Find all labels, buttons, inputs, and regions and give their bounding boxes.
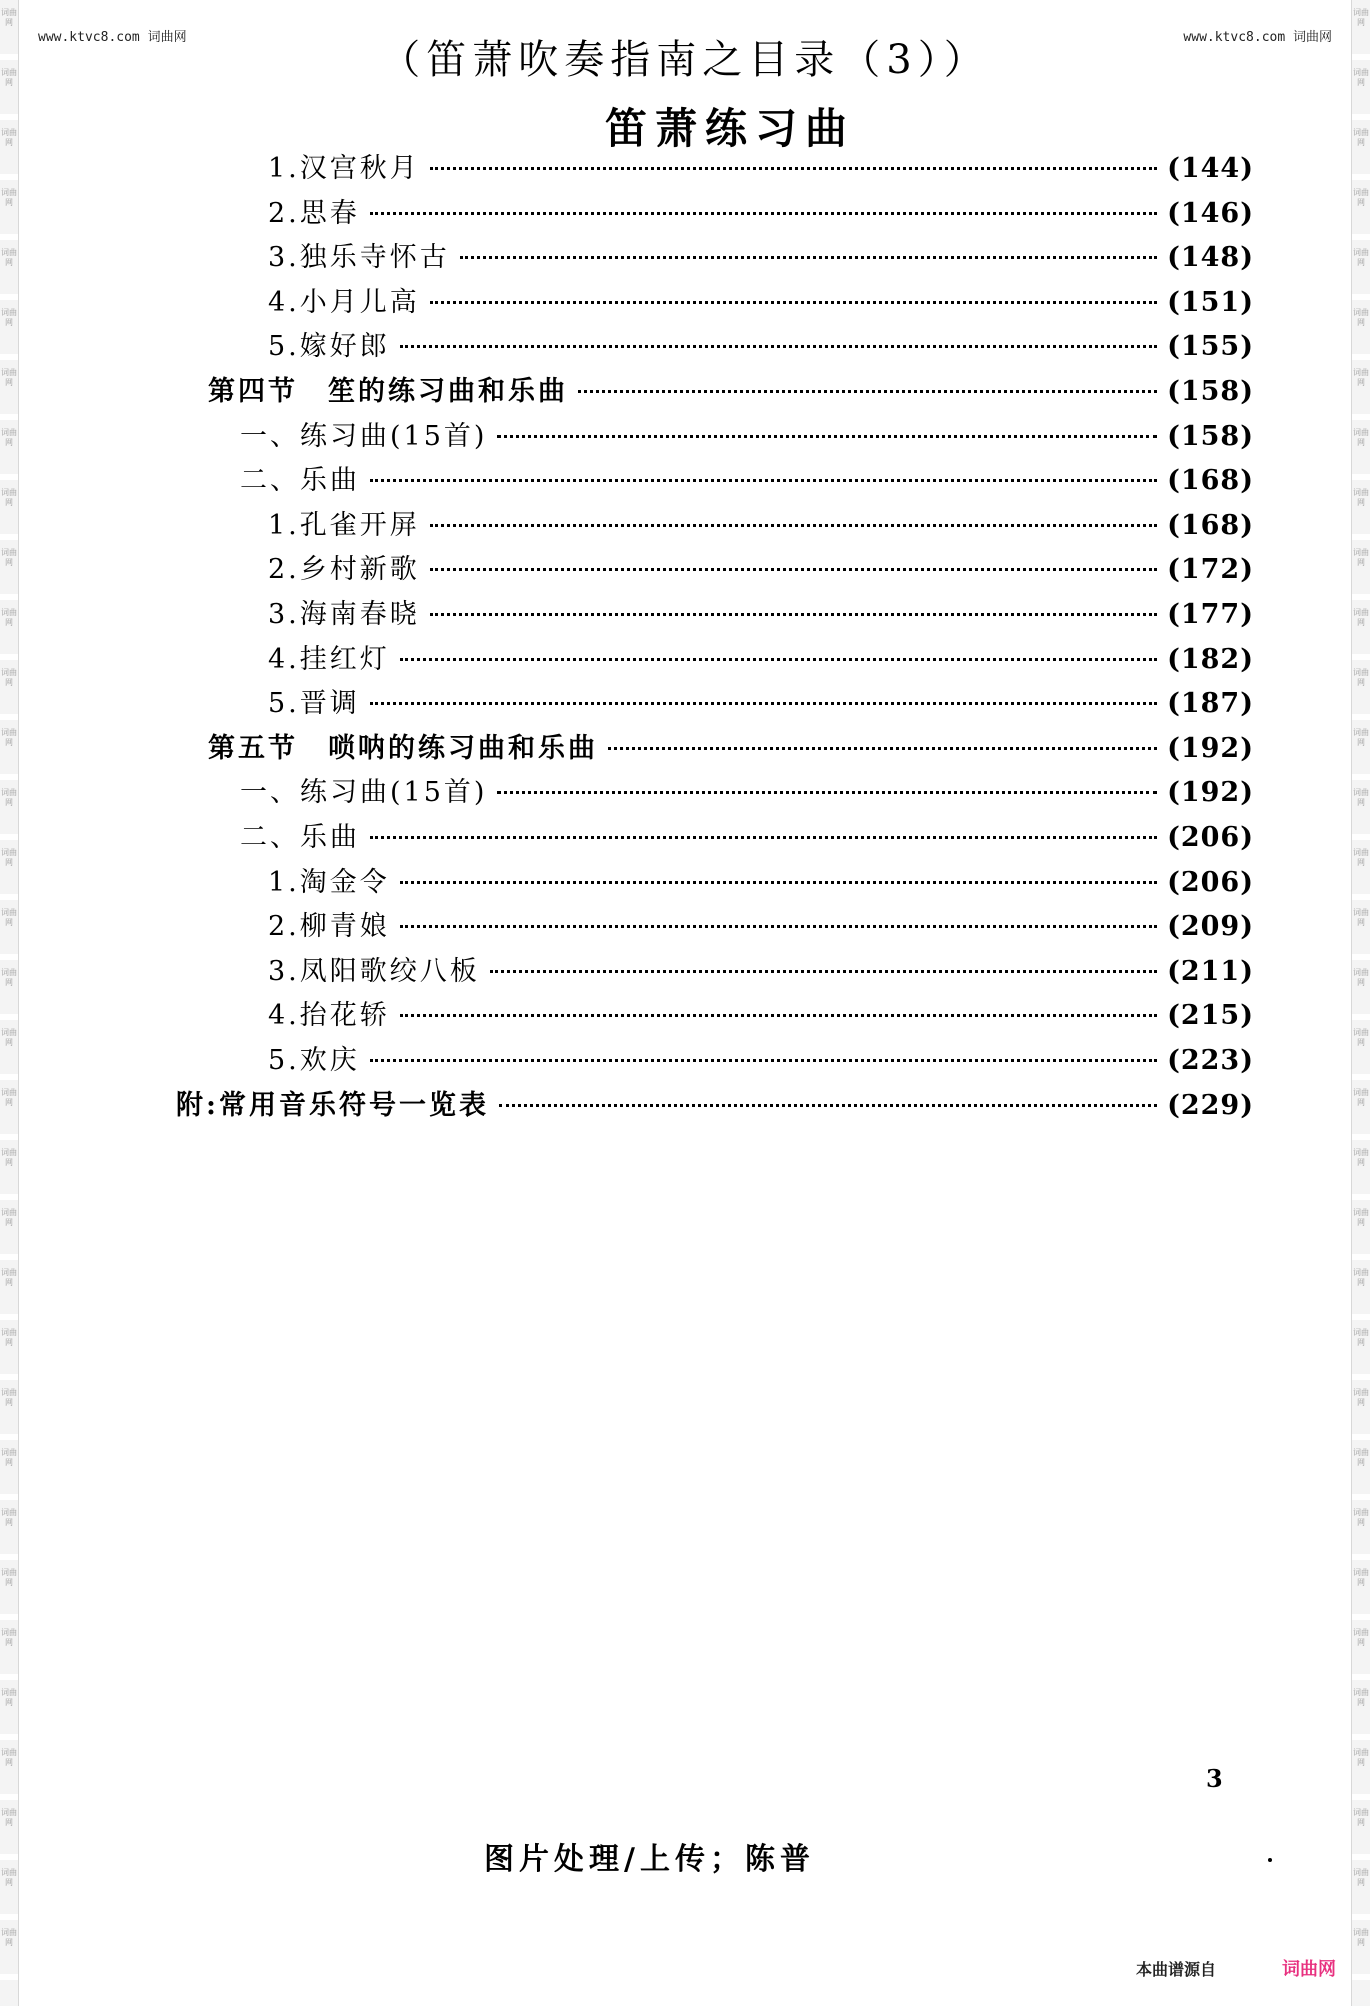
toc-entry-page: (146) bbox=[1167, 197, 1254, 229]
toc-entry-title: 4.抬花轿 bbox=[268, 1000, 390, 1032]
side-watermark-text: 词曲网 bbox=[1, 8, 17, 27]
toc-entry-title: 5.欢庆 bbox=[268, 1045, 360, 1076]
header-watermark-left: www.ktvc8.com 词曲网 bbox=[38, 30, 187, 45]
toc-entry-page: (223) bbox=[1167, 1045, 1254, 1076]
side-watermark-text: 词曲网 bbox=[1, 308, 17, 327]
side-watermark-text: 词曲网 bbox=[1, 1388, 17, 1407]
toc-entry-title: 4.挂红灯 bbox=[268, 643, 390, 675]
toc-entry bbox=[268, 503, 1254, 543]
left-watermark-strip bbox=[0, 0, 19, 2006]
side-watermark-text: 词曲网 bbox=[1, 1808, 17, 1827]
side-watermark-text: 词曲网 bbox=[1353, 1508, 1369, 1527]
toc-leader-dots bbox=[497, 791, 1157, 794]
toc-entry-page: (187) bbox=[1167, 688, 1254, 720]
toc-entry bbox=[240, 458, 1254, 498]
footer-source-label: 本曲谱源自 bbox=[1136, 1960, 1217, 1979]
side-watermark-text: 词曲网 bbox=[1, 1268, 17, 1287]
toc-leader-dots bbox=[430, 568, 1157, 571]
toc-entry-title: 3.海南春晓 bbox=[268, 599, 420, 630]
toc-entry-page: (209) bbox=[1167, 911, 1254, 943]
side-watermark-text: 词曲网 bbox=[1353, 1448, 1369, 1467]
toc-entry bbox=[268, 1038, 1254, 1078]
toc-leader-dots bbox=[400, 925, 1157, 928]
toc-entry bbox=[268, 860, 1254, 900]
side-watermark-text: 词曲网 bbox=[1, 548, 17, 567]
side-watermark-text: 词曲网 bbox=[1, 788, 17, 807]
side-watermark-text: 词曲网 bbox=[1, 1508, 17, 1527]
toc-entry bbox=[240, 815, 1254, 855]
side-watermark-text: 词曲网 bbox=[1353, 1268, 1369, 1287]
side-watermark-text: 词曲网 bbox=[1353, 1208, 1369, 1227]
side-watermark-text: 词曲网 bbox=[1, 488, 17, 507]
toc-entry bbox=[268, 324, 1254, 364]
side-watermark-text: 词曲网 bbox=[1353, 848, 1369, 867]
side-watermark-text: 词曲网 bbox=[1, 668, 17, 687]
side-watermark-text: 词曲网 bbox=[1353, 308, 1369, 327]
side-watermark-text: 词曲网 bbox=[1353, 968, 1369, 987]
toc-entry-title: 2.乡村新歌 bbox=[268, 554, 420, 586]
toc-leader-dots bbox=[400, 881, 1157, 884]
toc-leader-dots bbox=[430, 167, 1157, 170]
toc-entry-page: (158) bbox=[1167, 376, 1254, 407]
section-title: 笛萧练习曲 bbox=[604, 104, 855, 153]
side-watermark-text: 词曲网 bbox=[1, 1148, 17, 1167]
toc-entry-title: 1.孔雀开屏 bbox=[268, 509, 420, 541]
toc-entry bbox=[268, 547, 1254, 587]
toc-leader-dots bbox=[400, 345, 1157, 348]
side-watermark-text: 词曲网 bbox=[1, 1928, 17, 1947]
upload-credit: 图片处理/上传；陈普 bbox=[484, 1842, 815, 1877]
side-watermark-text: 词曲网 bbox=[1353, 1928, 1369, 1947]
side-watermark-text: 词曲网 bbox=[1353, 1628, 1369, 1647]
toc-leader-dots bbox=[370, 479, 1157, 482]
header-watermark-right: www.ktvc8.com 词曲网 bbox=[1183, 30, 1332, 45]
toc-leader-dots bbox=[370, 212, 1157, 215]
toc-entry-title: 5.晋调 bbox=[268, 688, 360, 720]
toc-leader-dots bbox=[578, 390, 1157, 393]
toc-entry bbox=[208, 726, 1254, 766]
side-watermark-text: 词曲网 bbox=[1353, 68, 1369, 87]
toc-entry-page: (158) bbox=[1167, 420, 1254, 452]
toc-entry-title: 5.嫁好郎 bbox=[268, 331, 390, 363]
page-title: （笛萧吹奏指南之目录（3）） bbox=[380, 37, 990, 83]
toc-entry-page: (172) bbox=[1167, 554, 1254, 586]
toc-leader-dots bbox=[497, 435, 1157, 438]
toc-entry-page: (177) bbox=[1167, 599, 1254, 630]
side-watermark-text: 词曲网 bbox=[1, 1208, 17, 1227]
side-watermark-text: 词曲网 bbox=[1353, 1568, 1369, 1587]
side-watermark-text: 词曲网 bbox=[1, 1568, 17, 1587]
toc-entry bbox=[268, 235, 1254, 275]
toc-entry-title: 二、乐曲 bbox=[240, 465, 360, 497]
side-watermark-text: 词曲网 bbox=[1353, 8, 1369, 27]
toc-leader-dots bbox=[400, 658, 1157, 661]
toc-entry-page: (144) bbox=[1167, 153, 1254, 184]
toc-leader-dots bbox=[460, 256, 1157, 259]
side-watermark-text: 词曲网 bbox=[1, 128, 17, 147]
toc-entry-page: (215) bbox=[1167, 1000, 1254, 1032]
side-watermark-text: 词曲网 bbox=[1353, 1868, 1369, 1887]
side-watermark-text: 词曲网 bbox=[1353, 1088, 1369, 1107]
side-watermark-text: 词曲网 bbox=[1353, 728, 1369, 747]
side-watermark-text: 词曲网 bbox=[1353, 368, 1369, 387]
side-watermark-text: 词曲网 bbox=[1353, 788, 1369, 807]
toc-leader-dots bbox=[370, 702, 1157, 705]
toc-entry-page: (192) bbox=[1167, 732, 1254, 764]
toc-leader-dots bbox=[499, 1104, 1157, 1107]
side-watermark-text: 词曲网 bbox=[1, 1028, 17, 1047]
toc-entry-title: 2.思春 bbox=[268, 197, 360, 229]
toc-entry-title: 附:常用音乐符号一览表 bbox=[176, 1089, 489, 1121]
toc-entry-title: 第五节 唢呐的练习曲和乐曲 bbox=[208, 732, 598, 764]
toc-leader-dots bbox=[608, 747, 1157, 750]
side-watermark-text: 词曲网 bbox=[1353, 128, 1369, 147]
toc-entry bbox=[176, 1083, 1254, 1123]
toc-entry-page: (206) bbox=[1167, 866, 1254, 898]
side-watermark-text: 词曲网 bbox=[1, 1088, 17, 1107]
toc-entry bbox=[240, 770, 1254, 810]
toc-entry-page: (155) bbox=[1167, 331, 1254, 363]
toc-entry-title: 二、乐曲 bbox=[240, 822, 360, 853]
toc-entry-title: 1.汉宫秋月 bbox=[268, 153, 420, 184]
side-watermark-text: 词曲网 bbox=[1353, 1688, 1369, 1707]
toc-leader-dots bbox=[400, 1014, 1157, 1017]
toc-entry-title: 第四节 笙的练习曲和乐曲 bbox=[208, 376, 568, 407]
side-watermark-text: 词曲网 bbox=[1353, 1328, 1369, 1347]
side-watermark-text: 词曲网 bbox=[1353, 488, 1369, 507]
toc-entry-title: 1.淘金令 bbox=[268, 866, 390, 898]
toc-entry bbox=[268, 904, 1254, 944]
page-number: 3 bbox=[1206, 1764, 1223, 1793]
side-watermark-text: 词曲网 bbox=[1353, 668, 1369, 687]
toc-entry-page: (192) bbox=[1167, 777, 1254, 809]
stray-dot-mark bbox=[1268, 1858, 1272, 1862]
side-watermark-text: 词曲网 bbox=[1353, 248, 1369, 267]
side-watermark-text: 词曲网 bbox=[1, 848, 17, 867]
toc-entry bbox=[268, 191, 1254, 231]
side-watermark-text: 词曲网 bbox=[1353, 1388, 1369, 1407]
toc-leader-dots bbox=[370, 1059, 1157, 1062]
toc-entry-page: (229) bbox=[1167, 1089, 1254, 1121]
side-watermark-text: 词曲网 bbox=[1, 1688, 17, 1707]
side-watermark-text: 词曲网 bbox=[1353, 908, 1369, 927]
toc-entry-page: (182) bbox=[1167, 643, 1254, 675]
side-watermark-text: 词曲网 bbox=[1353, 1028, 1369, 1047]
side-watermark-text: 词曲网 bbox=[1, 608, 17, 627]
toc-entry bbox=[268, 681, 1254, 721]
toc-leader-dots bbox=[430, 301, 1157, 304]
toc-entry bbox=[268, 280, 1254, 320]
side-watermark-text: 词曲网 bbox=[1353, 188, 1369, 207]
side-watermark-text: 词曲网 bbox=[1353, 548, 1369, 567]
toc-entry bbox=[268, 146, 1254, 186]
toc-entry bbox=[268, 637, 1254, 677]
right-watermark-strip bbox=[1351, 0, 1370, 2006]
side-watermark-text: 词曲网 bbox=[1, 368, 17, 387]
side-watermark-text: 词曲网 bbox=[1, 1748, 17, 1767]
toc-entry bbox=[208, 369, 1254, 409]
toc-entry-page: (168) bbox=[1167, 465, 1254, 497]
side-watermark-text: 词曲网 bbox=[1353, 1148, 1369, 1167]
side-watermark-text: 词曲网 bbox=[1, 428, 17, 447]
side-watermark-text: 词曲网 bbox=[1, 728, 17, 747]
side-watermark-text: 词曲网 bbox=[1, 1628, 17, 1647]
toc-entry bbox=[268, 949, 1254, 989]
side-watermark-text: 词曲网 bbox=[1353, 428, 1369, 447]
toc-entry-page: (148) bbox=[1167, 242, 1254, 274]
side-watermark-text: 词曲网 bbox=[1, 248, 17, 267]
toc-entry-page: (206) bbox=[1167, 822, 1254, 853]
toc-entry bbox=[268, 993, 1254, 1033]
toc-entry-page: (168) bbox=[1167, 509, 1254, 541]
toc-entry-title: 4.小月儿高 bbox=[268, 286, 420, 318]
side-watermark-text: 词曲网 bbox=[1, 1448, 17, 1467]
toc-leader-dots bbox=[430, 613, 1157, 616]
side-watermark-text: 词曲网 bbox=[1, 1868, 17, 1887]
side-watermark-text: 词曲网 bbox=[1, 188, 17, 207]
toc-entry-title: 2.柳青娘 bbox=[268, 911, 390, 943]
side-watermark-text: 词曲网 bbox=[1, 68, 17, 87]
side-watermark-text: 词曲网 bbox=[1353, 1748, 1369, 1767]
toc-entry-title: 一、练习曲(15首) bbox=[240, 777, 488, 809]
footer-brand-logo[interactable]: 词曲网 bbox=[1282, 1959, 1336, 1980]
toc-entry-page: (151) bbox=[1167, 286, 1254, 318]
side-watermark-text: 词曲网 bbox=[1, 1328, 17, 1347]
toc-entry bbox=[240, 414, 1254, 454]
toc-entry-title: 一、练习曲(15首) bbox=[240, 420, 488, 452]
side-watermark-text: 词曲网 bbox=[1, 968, 17, 987]
side-watermark-text: 词曲网 bbox=[1353, 608, 1369, 627]
toc-leader-dots bbox=[430, 524, 1157, 527]
toc-entry-title: 3.凤阳歌绞八板 bbox=[268, 955, 480, 987]
toc-leader-dots bbox=[370, 836, 1157, 839]
toc-entry-title: 3.独乐寺怀古 bbox=[268, 242, 450, 274]
side-watermark-text: 词曲网 bbox=[1353, 1808, 1369, 1827]
toc-entry-page: (211) bbox=[1167, 955, 1254, 987]
toc-entry bbox=[268, 592, 1254, 632]
side-watermark-text: 词曲网 bbox=[1, 908, 17, 927]
toc-leader-dots bbox=[490, 970, 1157, 973]
